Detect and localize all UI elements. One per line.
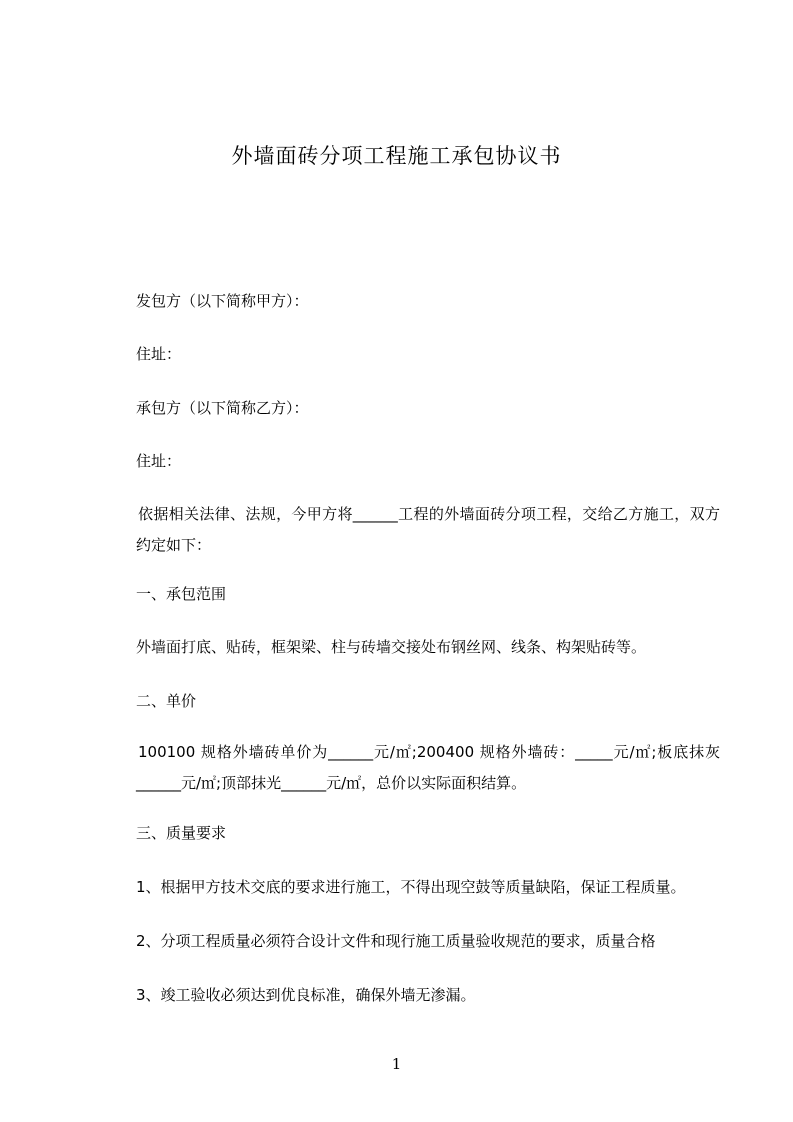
quality-item: 2、分项工程质量必须符合设计文件和现行施工质量验收规范的要求，质量合格: [136, 932, 656, 950]
preamble-paragraph: 依据相关法律、法规，今甲方将______工程的外墙面砖分项工程，交给乙方施工，双方约定如下：: [136, 505, 720, 554]
page-number: 1: [391, 1055, 402, 1073]
quality-item: 1、根据甲方技术交底的要求进行施工，不得出现空鼓等质量缺陷，保证工程质量。: [136, 878, 686, 896]
party-a-address-label: 住址：: [136, 345, 182, 363]
section1-body: 外墙面打底、贴砖，框架梁、柱与砖墙交接处布钢丝网、线条、构架贴砖等。: [136, 638, 647, 656]
section2-body: 100100 规格外墙砖单价为______元/㎡;200400 规格外墙砖：_____元/㎡;板底抹灰______元/㎡;顶部抹光______元/㎡，总价以实际面积结算。: [136, 743, 720, 792]
section1-heading: 一、承包范围: [136, 585, 227, 603]
party-b-address-label: 住址：: [136, 452, 182, 470]
document-title: 外墙面砖分项工程施工承包协议书: [231, 144, 562, 168]
party-a-label: 发包方（以下简称甲方）：: [136, 292, 309, 310]
section3-heading: 三、质量要求: [136, 824, 227, 842]
quality-item: 3、竣工验收必须达到优良标准，确保外墙无渗漏。: [136, 986, 476, 1004]
section2-heading: 二、单价: [136, 692, 197, 710]
party-b-label: 承包方（以下简称乙方）：: [136, 399, 309, 417]
